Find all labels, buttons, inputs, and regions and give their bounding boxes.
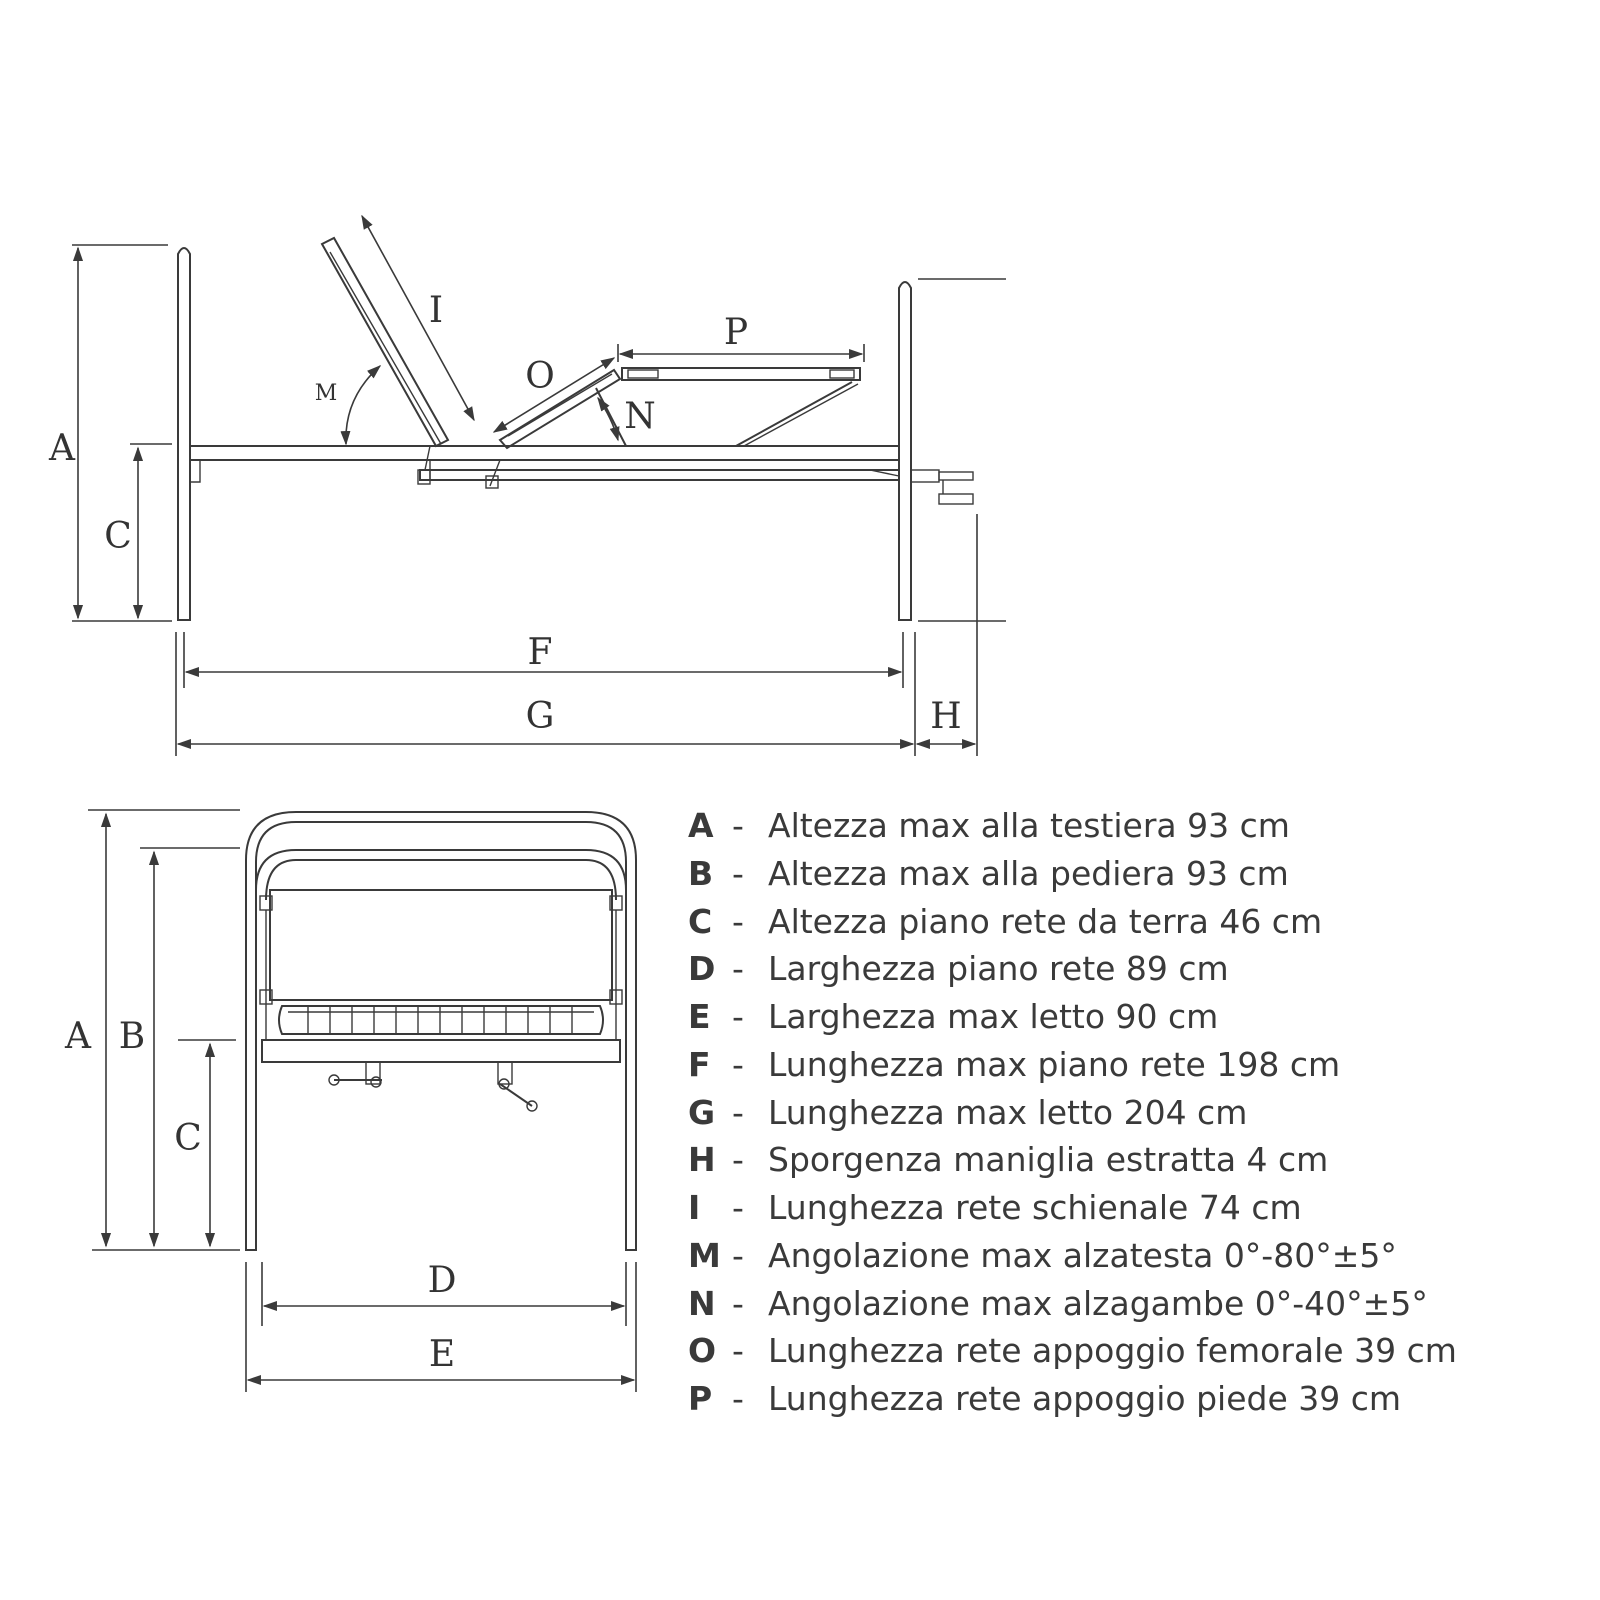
legend-separator: -: [732, 1188, 744, 1227]
front-view-drawing: [64, 810, 636, 1392]
crank-handle-icon: [498, 1062, 537, 1111]
legend-key: I: [688, 1188, 701, 1227]
footboard-post: [899, 282, 911, 620]
label-g: G: [525, 696, 555, 737]
label-e: E: [428, 1334, 456, 1375]
side-view-drawing: [48, 216, 1006, 756]
legend-separator: -: [732, 1331, 744, 1370]
legend-key: H: [688, 1140, 716, 1179]
label-c-front: C: [174, 1118, 202, 1159]
legend-key: C: [688, 902, 713, 941]
legend-separator: -: [732, 1379, 744, 1418]
legend-text: Sporgenza maniglia estratta 4 cm: [768, 1140, 1329, 1179]
legend-text: Lunghezza rete appoggio piede 39 cm: [768, 1379, 1402, 1418]
label-d: D: [427, 1260, 457, 1301]
legend-text: Lunghezza rete appoggio femorale 39 cm: [768, 1331, 1457, 1370]
label-n: N: [624, 396, 656, 437]
label-o: O: [525, 356, 555, 397]
legend-text: Altezza max alla pediera 93 cm: [768, 854, 1289, 893]
legend-separator: -: [732, 1284, 744, 1323]
backrest-section: [322, 238, 448, 446]
legend-separator: -: [732, 997, 744, 1036]
legend-separator: -: [732, 949, 744, 988]
front-cross-rail: [262, 1040, 620, 1062]
legend-separator: -: [732, 1045, 744, 1084]
front-panel: [270, 890, 612, 1000]
headboard-post: [178, 248, 190, 620]
legend-text: Larghezza piano rete 89 cm: [768, 949, 1229, 988]
legend-text: Altezza piano rete da terra 46 cm: [768, 902, 1323, 941]
front-outer-tube: [246, 812, 636, 1250]
angle-arc-m: [346, 366, 380, 444]
legend-key: P: [688, 1379, 713, 1418]
legend-key: G: [688, 1093, 716, 1132]
legend-text: Angolazione max alzagambe 0°-40°±5°: [768, 1284, 1428, 1323]
crank-handle-icon: [329, 1062, 382, 1087]
mattress-platform: [190, 446, 899, 460]
legend-text: Angolazione max alzatesta 0°-80°±5°: [768, 1236, 1397, 1275]
label-a: A: [49, 428, 75, 469]
legend-separator: -: [732, 1093, 744, 1132]
crank-handle-icon: [911, 470, 973, 504]
legend-text: Altezza max alla testiera 93 cm: [768, 806, 1290, 845]
legend-text: Lunghezza max letto 204 cm: [768, 1093, 1248, 1132]
label-m: M: [314, 381, 338, 406]
legend-key: D: [688, 949, 716, 988]
legend-separator: -: [732, 1140, 744, 1179]
label-i: I: [428, 290, 444, 331]
label-a-front: A: [65, 1016, 91, 1057]
thigh-section: [500, 370, 620, 448]
mattress-grid: [279, 1006, 603, 1034]
label-b-front: B: [118, 1016, 146, 1057]
legend-text: Larghezza max letto 90 cm: [768, 997, 1219, 1036]
legend-key: O: [688, 1331, 717, 1370]
legend-key: A: [688, 806, 714, 845]
legend-key: E: [688, 997, 711, 1036]
legend-separator: -: [732, 902, 744, 941]
under-frame-rail: [420, 470, 899, 480]
angle-arc-n: [598, 398, 618, 440]
legend-key: M: [688, 1236, 721, 1275]
legend-separator: -: [732, 1236, 744, 1275]
legend-key: F: [688, 1045, 711, 1084]
label-f: F: [527, 632, 553, 673]
label-h: H: [930, 696, 962, 737]
label-c: C: [104, 516, 132, 557]
legend-separator: -: [732, 806, 744, 845]
legend-text: Lunghezza rete schienale 74 cm: [768, 1188, 1302, 1227]
legend-key: B: [688, 854, 714, 893]
legend-text: Lunghezza max piano rete 198 cm: [768, 1045, 1341, 1084]
label-p: P: [723, 312, 749, 353]
legend-separator: -: [732, 854, 744, 893]
legend-key: N: [688, 1284, 716, 1323]
